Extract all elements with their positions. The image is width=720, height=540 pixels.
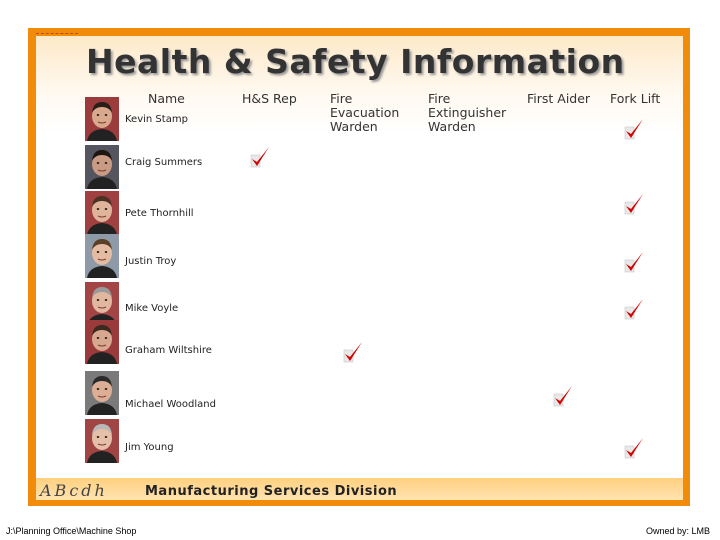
footer-owner: Owned by: LMB: [645, 526, 710, 536]
column-header-fire-evacuation-warden: Fire Evacuation Warden: [330, 91, 400, 134]
role-checkmark-icon: [343, 340, 365, 364]
column-header-fire-extinguisher-warden: Fire Extinguisher Warden: [428, 91, 507, 134]
column-header-name: Name: [148, 91, 185, 106]
person-name: Kevin Stamp: [125, 114, 188, 125]
person-photo: [85, 320, 119, 364]
person-photo: [85, 419, 119, 463]
role-checkmark-icon: [624, 250, 646, 274]
person-name: Craig Summers: [125, 157, 203, 168]
person-photo: [85, 371, 119, 415]
role-checkmark-icon: [250, 145, 272, 169]
person-name: Graham Wiltshire: [125, 345, 212, 356]
person-photo: [85, 97, 119, 141]
column-header-hs-rep: H&S Rep: [242, 91, 297, 106]
role-checkmark-icon: [624, 117, 646, 141]
page-title: Health & Safety Information: [86, 42, 625, 81]
role-checkmark-icon: [553, 384, 575, 408]
person-photo: [85, 234, 119, 278]
corner-dash-decoration: [36, 33, 78, 36]
person-name: Mike Voyle: [125, 303, 179, 314]
role-checkmark-icon: [624, 192, 646, 216]
logo-script-mark: ABcdh: [40, 481, 108, 500]
person-name: Michael Woodland: [125, 399, 216, 410]
division-name: Manufacturing Services Division: [145, 484, 398, 499]
person-photo: [85, 145, 119, 189]
footer-file-path: J:\Planning Office\Machine Shop: [6, 526, 137, 536]
person-photo: [85, 191, 119, 235]
person-name: Pete Thornhill: [125, 208, 194, 219]
role-checkmark-icon: [624, 297, 646, 321]
person-name: Jim Young: [125, 442, 174, 453]
column-header-first-aider: First Aider: [527, 91, 591, 106]
role-checkmark-icon: [624, 436, 646, 460]
column-header-fork-lift: Fork Lift: [610, 91, 661, 106]
person-name: Justin Troy: [125, 256, 177, 267]
